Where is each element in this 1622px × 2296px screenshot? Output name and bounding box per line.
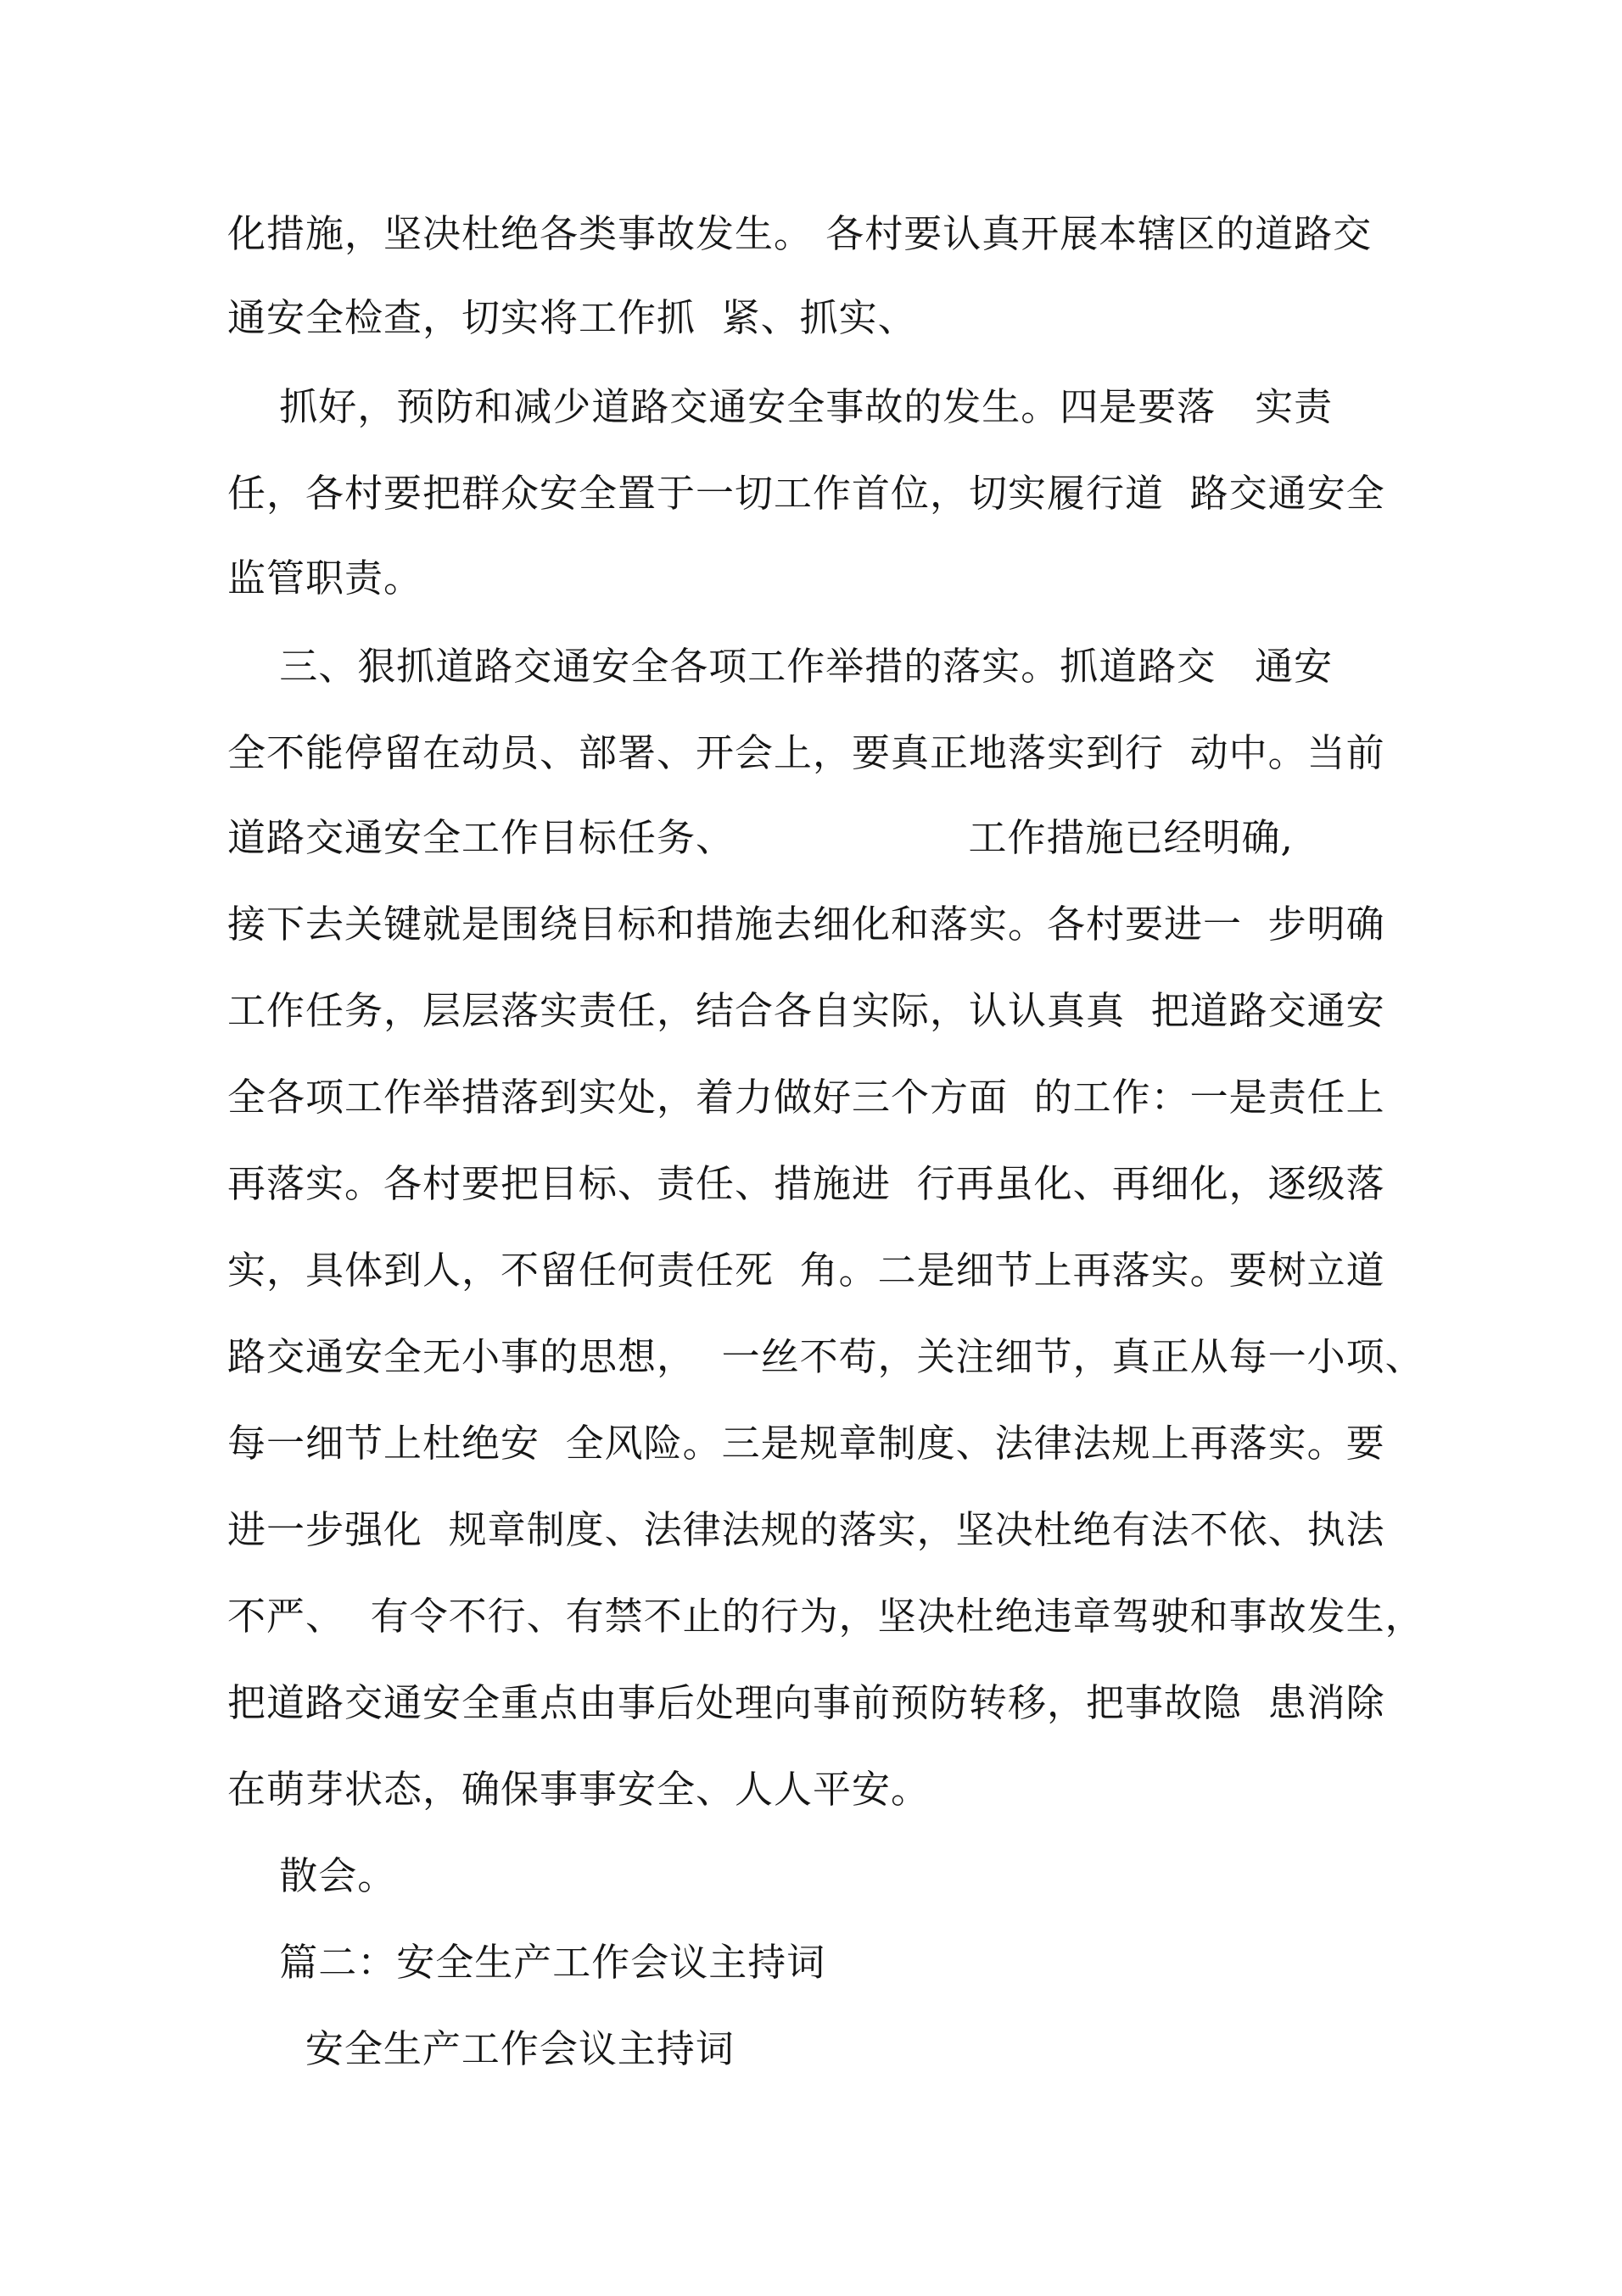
text-line: 全不能停留在动员、部署、开会上，要真正地落实到行 动中。当前 [227,730,1385,775]
text-line: 通安全检查，切实将工作抓 紧、抓实、 [227,295,917,340]
text-line: 不严、 有令不行、有禁不止的行为，坚决杜绝违章驾驶和事故发生， [227,1594,1424,1639]
text-line: 全各项工作举措落到实处，着力做好三个方面 的工作：一是责任上 [227,1075,1385,1120]
text-line: 三、狠抓道路交通安全各项工作举措的落实。抓道路交 通安 [227,644,1334,689]
text-line: 接下去关键就是围绕目标和措施去细化和落实。各村要进一 步明确 [227,902,1385,947]
text-line: 每一细节上杜绝安 全风险。三是规章制度、法律法规上再落实。要 [227,1421,1385,1466]
text-line: 任，各村要把群众安全置于一切工作首位，切实履行道 路交通安全 [227,471,1385,516]
text-line: 实，具体到人，不留任何责任死 角。二是细节上再落实。要树立道 [227,1248,1385,1293]
text-line: 进一步强化 规章制度、法律法规的落实，坚决杜绝有法不依、执法 [227,1507,1385,1552]
document-title: 安全生产工作会议主持词 [227,2026,735,2071]
text-line: 工作任务，层层落实责任，结合各自实际，认认真真 把道路交通安 [227,988,1385,1033]
text-line: 化措施，坚决杜绝各类事故发生。 各村要认真开展本辖区的道路交 [227,211,1373,256]
text-line: 把道路交通安全重点由事后处理向事前预防转移，把事故隐 患消除 [227,1680,1385,1725]
text-line: 抓好，预防和减少道路交通安全事故的发生。四是要落 实责 [227,384,1334,429]
text-line: 散会。 [227,1853,397,1898]
text-line: 路交通安全无小事的思想， 一丝不苟，关注细节，真正从每一小项、 [227,1334,1424,1379]
text-line: 在萌芽状态，确保事事安全、人人平安。 [227,1767,931,1812]
section-heading: 篇二：安全生产工作会议主持词 [227,1940,826,1985]
text-line: 监管职责。 [227,556,423,601]
text-line: 道路交通安全工作目标任务、 工作措施已经明确, [227,815,1294,860]
text-line: 再落实。各村要把目标、责任、措施进 行再虽化、再细化，逐级落 [227,1161,1385,1206]
